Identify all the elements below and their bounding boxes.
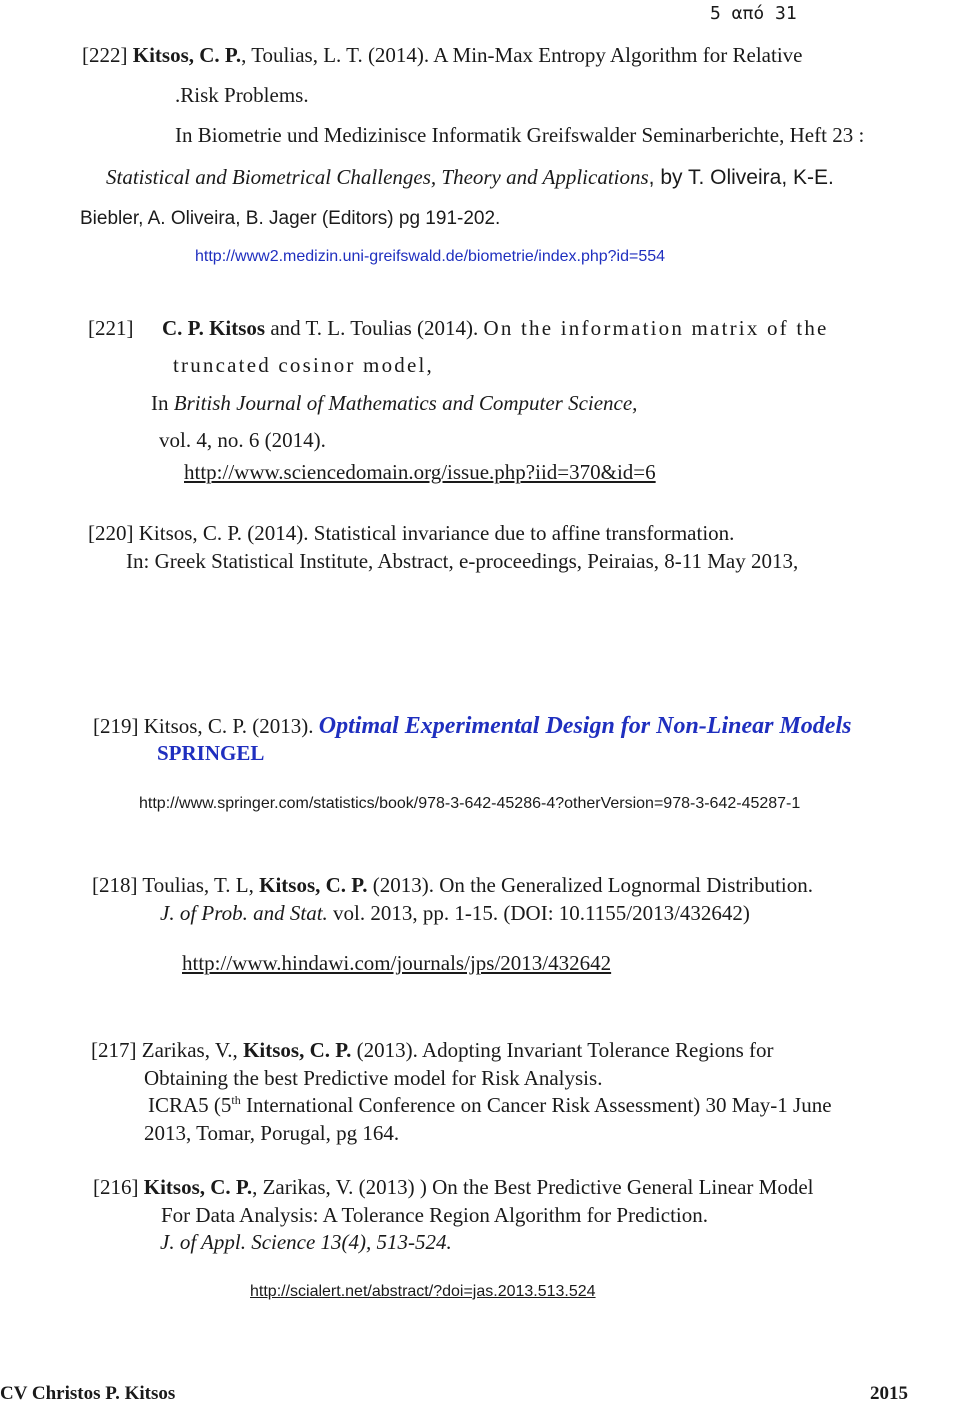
ref-vol: vol. 4, no. 6 (2014). bbox=[159, 428, 326, 452]
ref-text: In: Greek Statistical Institute, Abstract, e-proceedings, Peiraias, 8-11 May 2013, bbox=[126, 549, 799, 573]
ref-journal: British Journal of Mathematics and Computer Science, bbox=[173, 391, 638, 415]
ref-publisher: SPRINGEL bbox=[157, 741, 265, 765]
ref-number: [219] bbox=[93, 714, 139, 738]
ref-text: and T. L. Toulias (2014). bbox=[265, 316, 479, 340]
ref-journal: J. of Appl. Science 13(4), 513-524. bbox=[160, 1230, 452, 1254]
ref-author: Kitsos, C. P. bbox=[143, 1175, 253, 1199]
ref-link[interactable]: http://www.hindawi.com/journals/jps/2013/432642 bbox=[182, 951, 612, 975]
ref-link[interactable]: http://www2.medizin.uni-greifswald.de/biometrie/index.php?id=554 bbox=[195, 248, 666, 265]
ref-text: Kitsos, C. P. (2014). Statistical invariance due to affine transformation. bbox=[138, 521, 735, 545]
ref-author: Kitsos, C. P. bbox=[259, 873, 368, 897]
ref-text: .Risk Problems. bbox=[175, 83, 309, 107]
ref-text: For Data Analysis: A Tolerance Region Algorithm for Prediction. bbox=[161, 1203, 708, 1227]
ref-number: [222] bbox=[82, 43, 128, 67]
ref-italic: Statistical and Biometrical Challenges, Theory and Applications bbox=[106, 165, 649, 189]
footer-right: 2015 bbox=[870, 1383, 908, 1404]
ref-text: Biebler, A. Oliveira, B. Jager (Editors) pg 191-202. bbox=[80, 208, 501, 229]
ref-link[interactable]: http://www.springer.com/statistics/book/978-3-642-45286-4?otherVersion=978-3-642-45287-1 bbox=[139, 795, 801, 812]
page-counter: 5 από 31 bbox=[710, 3, 797, 24]
ref-text: In bbox=[151, 391, 174, 415]
ref-text: , by T. Oliveira, K-E. bbox=[648, 166, 834, 189]
ref-sup: th bbox=[231, 1093, 241, 1107]
footer-left: CV Christos P. Kitsos bbox=[0, 1383, 176, 1404]
ref-text: (2013). Adopting Invariant Tolerance Regions for bbox=[351, 1038, 774, 1062]
ref-text: International Conference on Cancer Risk Assessment) 30 May-1 June bbox=[240, 1093, 832, 1117]
ref-number: [218] bbox=[92, 873, 138, 897]
ref-text: 2013, Tomar, Porugal, pg 164. bbox=[144, 1121, 400, 1145]
ref-text: Zarikas, V., bbox=[141, 1038, 244, 1062]
ref-number: [220] bbox=[88, 521, 134, 545]
ref-text: In Biometrie und Medizinisce Informatik Greifswalder Seminarberichte, Heft 23 : bbox=[175, 123, 865, 147]
ref-link[interactable]: http://www.sciencedomain.org/issue.php?iid=370&id=6 bbox=[184, 460, 656, 484]
ref-journal: J. of Prob. and Stat. bbox=[160, 901, 328, 925]
ref-author: Kitsos, C. P. bbox=[132, 43, 242, 67]
ref-link[interactable]: http://scialert.net/abstract/?doi=jas.2013.513.524 bbox=[250, 1283, 596, 1300]
ref-text: Toulias, T. L, bbox=[142, 873, 260, 897]
ref-author: Kitsos, C. P. (2013). bbox=[143, 714, 314, 738]
ref-text: , Toulias, L. T. (2014). A Min-Max Entropy Algorithm for Relative bbox=[241, 43, 803, 67]
ref-author: C. P. Kitsos bbox=[162, 316, 266, 340]
ref-text: ICRA5 (5 bbox=[148, 1093, 232, 1117]
ref-title: Optimal Experimental Design for Non-Linear Models bbox=[318, 713, 852, 739]
ref-text: (2013). On the Generalized Lognormal Distribution. bbox=[367, 873, 814, 897]
ref-title: On the information matrix of the bbox=[483, 316, 829, 340]
ref-number: [216] bbox=[93, 1175, 139, 1199]
ref-number: [217] bbox=[91, 1038, 137, 1062]
ref-author: Kitsos, C. P. bbox=[243, 1038, 352, 1062]
ref-text: Obtaining the best Predictive model for Risk Analysis. bbox=[144, 1066, 603, 1090]
ref-title: truncated cosinor model, bbox=[173, 353, 434, 377]
ref-text: , Zarikas, V. (2013) ) On the Best Predictive General Linear Model bbox=[252, 1175, 814, 1199]
ref-number: [221] bbox=[88, 316, 134, 340]
ref-vol: vol. 2013, pp. 1-15. (DOI: 10.1155/2013/432642) bbox=[327, 901, 750, 925]
